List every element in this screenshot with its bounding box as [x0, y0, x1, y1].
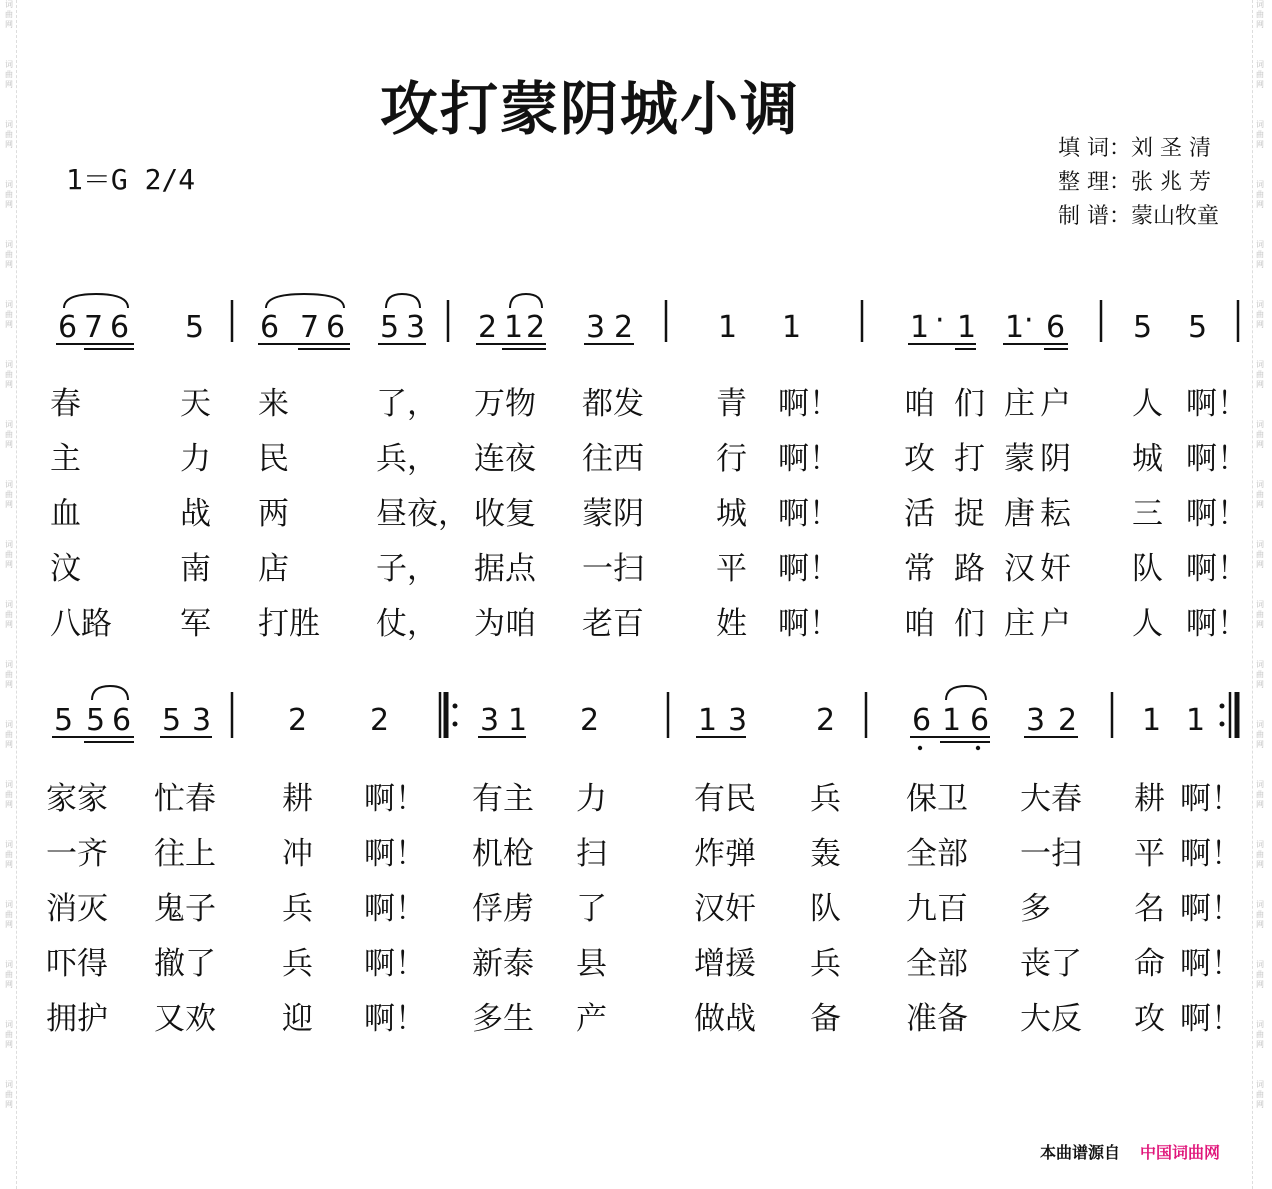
system-2-notation: [52, 686, 1237, 750]
note: 3: [1026, 703, 1046, 738]
lyric: 了，: [376, 386, 438, 422]
octave-dots: [918, 746, 980, 750]
watermark-text: 词曲网: [1256, 840, 1264, 869]
lyric: 城: [716, 496, 747, 532]
lyric: 一扫: [582, 551, 644, 587]
lyric: 命: [1134, 946, 1165, 982]
note: 1: [957, 310, 977, 345]
lyric: 啊！: [1180, 781, 1242, 817]
lyric: 人: [1132, 386, 1163, 422]
lyric: 啊！: [1186, 386, 1248, 422]
note: 2: [526, 310, 546, 345]
lyric: 了: [576, 891, 607, 927]
lyric: 打胜: [258, 606, 320, 642]
slurs: [64, 294, 542, 308]
lyric: 连夜: [474, 441, 536, 477]
lyric: 县: [576, 946, 607, 982]
dot: ·: [1024, 303, 1034, 338]
lyric: 路: [954, 551, 985, 587]
credit-lyrics: 填 词：刘 圣 清: [1058, 136, 1211, 161]
note: 3: [406, 310, 426, 345]
lyric: 老百: [582, 606, 644, 642]
watermark-text: 词曲网: [5, 840, 13, 869]
lyric: 往西: [582, 441, 644, 477]
lyric: 啊！: [364, 836, 426, 872]
lyric: 蒙阴: [582, 496, 644, 532]
lyric: 兵: [282, 946, 313, 982]
lyric: 鬼子: [154, 891, 216, 927]
dot: ·: [935, 303, 945, 338]
note: 2: [816, 703, 836, 738]
lyric: 啊！: [1186, 441, 1248, 477]
watermark-text: 词曲网: [1256, 0, 1264, 29]
system-1-notation: [56, 294, 1238, 349]
slurs: [92, 686, 986, 700]
lyric: 主: [50, 441, 81, 477]
credit-arranger: 整 理：张 兆 芳: [1058, 170, 1211, 195]
lyric: 蒙: [1004, 441, 1035, 477]
watermark-text: 词曲网: [1256, 420, 1264, 449]
watermark-text: 词曲网: [5, 360, 13, 389]
note: 5: [86, 703, 106, 738]
note: 1: [1142, 703, 1162, 738]
lyric: 增援: [694, 946, 756, 982]
watermark-text: 词曲网: [1256, 360, 1264, 389]
lyric: 们: [954, 606, 985, 642]
watermark-text: 词曲网: [5, 420, 13, 449]
lyric: 啊！: [364, 891, 426, 927]
lyric: 来: [258, 386, 289, 422]
lyric: 啊！: [1180, 836, 1242, 872]
watermark-text: 词曲网: [1256, 60, 1264, 89]
note: 2: [1058, 703, 1078, 738]
watermark-text: 词曲网: [5, 180, 13, 209]
lyric: 收复: [474, 496, 536, 532]
lyric: 机枪: [472, 836, 534, 872]
note: 1: [504, 310, 524, 345]
lyric: 一齐: [46, 836, 108, 872]
lyric: 户: [1040, 606, 1071, 642]
note: 2: [580, 703, 600, 738]
watermark-text: 词曲网: [5, 60, 13, 89]
source-credit: [1040, 1140, 1220, 1163]
lyric: 备: [810, 1001, 841, 1037]
lyric: 军: [180, 606, 211, 642]
lyric: 咱: [904, 606, 935, 642]
lyric: 多生: [472, 1001, 534, 1037]
note: 6: [110, 310, 130, 345]
note: 3: [728, 703, 748, 738]
lyric: 啊！: [364, 946, 426, 982]
lyric: 唐: [1004, 496, 1035, 532]
lyric: 啊！: [1186, 551, 1248, 587]
beam-lines: [52, 737, 1078, 742]
lyric: 家家: [46, 781, 108, 817]
key-signature: 1＝G 2/4: [66, 163, 196, 196]
lyric: 九百: [906, 891, 968, 927]
lyric: 们: [954, 386, 985, 422]
lyric: 阴: [1040, 441, 1071, 477]
lyric: 人: [1132, 606, 1163, 642]
lyric: 啊！: [364, 781, 426, 817]
watermark-text: 词曲网: [1256, 600, 1264, 629]
watermark-text: 词曲网: [5, 900, 13, 929]
lyric: 大春: [1020, 781, 1082, 817]
lyric: 八路: [50, 606, 112, 642]
credits: [1058, 132, 1219, 234]
lyric: 扫: [576, 836, 607, 872]
lyric: 俘虏: [472, 891, 534, 927]
lyric: 产: [576, 1001, 607, 1037]
source-label: 本曲谱源自: [1040, 1143, 1121, 1162]
lyric: 又欢: [154, 1001, 216, 1037]
lyric: 姓: [716, 606, 747, 642]
lyric: 据点: [474, 551, 536, 587]
lyric: 有主: [472, 781, 534, 817]
lyric: 全部: [906, 836, 968, 872]
lyric: 队: [1132, 551, 1163, 587]
lyric: 一扫: [1020, 836, 1082, 872]
watermark-text: 词曲网: [1256, 240, 1264, 269]
note: 3: [480, 703, 500, 738]
watermark-text: 词曲网: [1256, 660, 1264, 689]
lyric: 都发: [582, 386, 644, 422]
lyric: 兵: [282, 891, 313, 927]
watermark-text: 词曲网: [1256, 480, 1264, 509]
watermark-text: 词曲网: [5, 1080, 13, 1109]
note: 1: [910, 310, 930, 345]
note: 3: [586, 310, 606, 345]
watermark-text: 词曲网: [5, 120, 13, 149]
watermark-text: 词曲网: [5, 600, 13, 629]
lyric: 户: [1040, 386, 1071, 422]
watermark-text: 词曲网: [5, 720, 13, 749]
lyric: 南: [180, 551, 211, 587]
note: 1: [718, 310, 738, 345]
watermark-text: 词曲网: [5, 540, 13, 569]
lyric: 三: [1132, 496, 1163, 532]
lyric: 店: [258, 551, 289, 587]
note: 5: [185, 310, 205, 345]
lyric: 全部: [906, 946, 968, 982]
note: 6: [970, 703, 990, 738]
note: 6: [326, 310, 346, 345]
watermark-text: 词曲网: [1256, 1080, 1264, 1109]
note: 7: [84, 310, 104, 345]
lyric: 汉奸: [694, 891, 756, 927]
note: 1: [1186, 703, 1206, 738]
watermark-text: 词曲网: [1256, 780, 1264, 809]
lyric: 迎: [282, 1001, 313, 1037]
lyric: 咱: [904, 386, 935, 422]
note: 5: [380, 310, 400, 345]
lyric: 力: [576, 781, 607, 817]
source-site-link[interactable]: 中国词曲网: [1140, 1143, 1221, 1162]
watermark-text: 词曲网: [1256, 180, 1264, 209]
note: 5: [54, 703, 74, 738]
watermark-text: 词曲网: [5, 0, 13, 29]
lyric: 啊！: [1180, 891, 1242, 927]
lyric: 轰: [810, 836, 841, 872]
lyric: 常: [904, 551, 935, 587]
lyric: 民: [258, 441, 289, 477]
lyric: 啊！: [778, 496, 840, 532]
lyric: 活: [904, 496, 935, 532]
lyric: 为咱: [474, 606, 536, 642]
note: 1: [942, 703, 962, 738]
watermark-text: 词曲网: [1256, 540, 1264, 569]
lyric: 耕: [282, 781, 313, 817]
lyric: 啊！: [1186, 606, 1248, 642]
lyric: 拥护: [46, 1001, 108, 1037]
note: 2: [370, 703, 390, 738]
lyric: 啊！: [778, 606, 840, 642]
lyric: 攻: [1134, 1001, 1165, 1037]
lyric: 吓得: [46, 946, 108, 982]
note: 1: [782, 310, 802, 345]
note: 7: [300, 310, 320, 345]
lyric: 兵: [810, 781, 841, 817]
lyric: 准备: [906, 1001, 968, 1037]
lyric: 天: [180, 386, 211, 422]
note: 2: [478, 310, 498, 345]
lyric: 战: [180, 496, 211, 532]
lyric: 冲: [282, 836, 313, 872]
watermark-text: 词曲网: [1256, 120, 1264, 149]
note: 1: [698, 703, 718, 738]
lyric: 奸: [1040, 551, 1071, 587]
lyric: 名: [1134, 891, 1165, 927]
note: 5: [1133, 310, 1153, 345]
note: 6: [58, 310, 78, 345]
lyric: 啊！: [778, 441, 840, 477]
barlines: [232, 692, 1237, 738]
lyric: 啊！: [1180, 1001, 1242, 1037]
lyric: 兵，: [376, 441, 438, 477]
lyric: 做战: [694, 1001, 756, 1037]
lyric: 有民: [694, 781, 756, 817]
lyric: 炸弹: [694, 836, 756, 872]
note: 1: [508, 703, 528, 738]
lyric: 庄: [1004, 386, 1035, 422]
lyric: 啊！: [778, 551, 840, 587]
note: 2: [288, 703, 308, 738]
lyric: 消灭: [46, 891, 108, 927]
beam-lines: [56, 344, 1068, 349]
lyric: 春: [50, 386, 81, 422]
lyric: 新泰: [472, 946, 534, 982]
lyric: 打: [954, 441, 985, 477]
watermark-text: 词曲网: [1256, 720, 1264, 749]
note: 1: [1005, 310, 1025, 345]
lyric: 丧了: [1020, 946, 1082, 982]
lyric: 保卫: [906, 781, 968, 817]
watermark-text: 词曲网: [5, 240, 13, 269]
lyric: 攻: [904, 441, 935, 477]
note: 5: [1188, 310, 1208, 345]
watermark-text: 词曲网: [5, 780, 13, 809]
lyric: 仗，: [376, 606, 438, 642]
lyric: 万物: [474, 386, 536, 422]
lyric: 血: [50, 496, 81, 532]
note: 5: [162, 703, 182, 738]
watermark-text: 词曲网: [5, 480, 13, 509]
note: 6: [912, 703, 932, 738]
watermark-text: 词曲网: [5, 1020, 13, 1049]
lyric: 耘: [1040, 496, 1071, 532]
lyric: 庄: [1004, 606, 1035, 642]
note: 6: [1046, 310, 1066, 345]
watermark-strip-right: [1252, 0, 1267, 1189]
note: 2: [614, 310, 634, 345]
lyric: 平: [1134, 836, 1165, 872]
lyric: 啊！: [1180, 946, 1242, 982]
watermark-text: 词曲网: [1256, 1020, 1264, 1049]
lyric: 青: [716, 386, 747, 422]
lyric: 队: [810, 891, 841, 927]
watermark-text: 词曲网: [5, 960, 13, 989]
credit-typeset: 制 谱：蒙山牧童: [1058, 204, 1219, 229]
lyric: 多: [1020, 891, 1051, 927]
watermark-text: 词曲网: [5, 300, 13, 329]
watermark-text: 词曲网: [1256, 960, 1264, 989]
barlines: [232, 300, 1238, 342]
watermark-text: 词曲网: [1256, 900, 1264, 929]
lyric: 啊！: [778, 386, 840, 422]
lyric: 捉: [954, 496, 985, 532]
lyric: 力: [180, 441, 211, 477]
lyric: 平: [716, 551, 747, 587]
lyric: 行: [716, 441, 747, 477]
note: 3: [192, 703, 212, 738]
lyric: 忙春: [154, 781, 216, 817]
lyric: 啊！: [364, 1001, 426, 1037]
lyric: 大反: [1020, 1001, 1082, 1037]
note: 6: [260, 310, 280, 345]
lyric: 耕: [1134, 781, 1165, 817]
song-title: 攻打蒙阴城小调: [380, 75, 801, 143]
lyric: 两: [258, 496, 289, 532]
lyric: 子，: [376, 551, 438, 587]
lyric: 汶: [50, 551, 81, 587]
note: 6: [112, 703, 132, 738]
lyric: 往上: [154, 836, 216, 872]
watermark-text: 词曲网: [5, 660, 13, 689]
lyric: 城: [1132, 441, 1163, 477]
watermark-strip-left: [2, 0, 17, 1189]
repeat-dots: [453, 704, 1225, 727]
watermark-text: 词曲网: [1256, 300, 1264, 329]
lyric: 汉: [1004, 551, 1035, 587]
lyric: 兵: [810, 946, 841, 982]
lyric: 啊！: [1186, 496, 1248, 532]
lyric: 昼夜，: [376, 496, 469, 532]
lyric: 撤了: [154, 946, 216, 982]
